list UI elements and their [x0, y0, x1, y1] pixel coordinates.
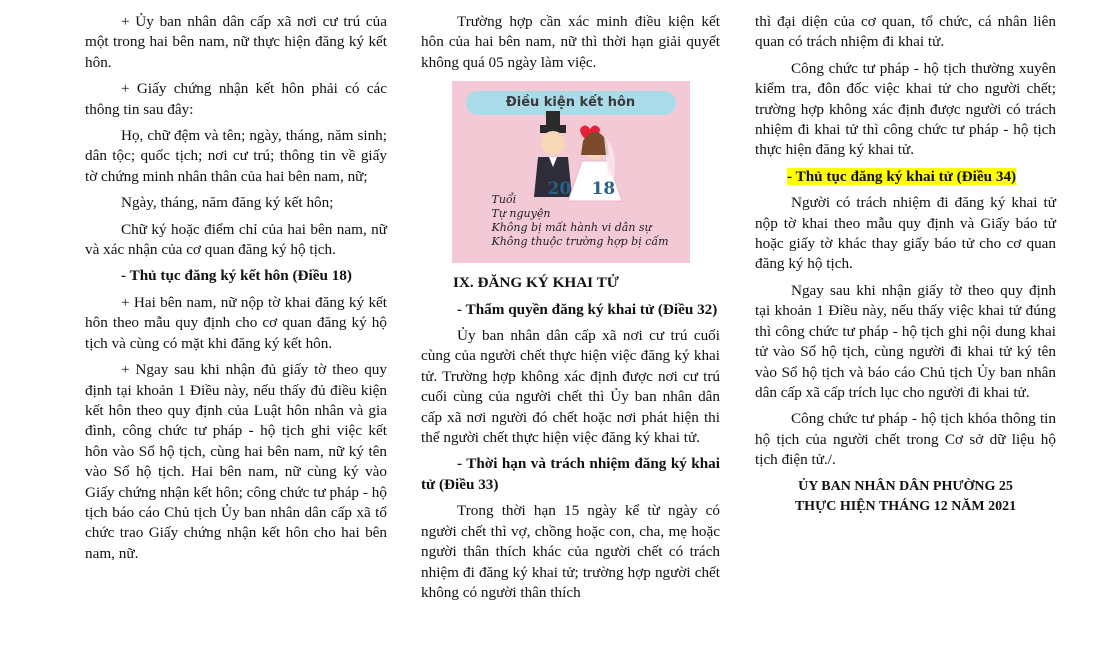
- column-1: [85, 12, 387, 570]
- age-male: 20: [547, 179, 572, 200]
- section-heading: - Thủ tục đăng ký kết hôn (Điều 18): [121, 267, 352, 285]
- column-3: [755, 12, 1056, 523]
- paragraph: Ngày, tháng, năm đăng ký kết hôn;: [121, 194, 334, 212]
- image-text: Tự nguyện: [491, 207, 551, 221]
- age-female: 18: [591, 179, 616, 200]
- paragraph: Công chức tư pháp - hộ tịch khóa thông tin hộ tịch của người chết trong Cơ sở dữ liệu hộ tịch điện tử./.: [755, 410, 1056, 469]
- footer-line: THỰC HIỆN THÁNG 12 NĂM 2021: [794, 498, 1017, 514]
- image-banner: Điều kiện kết hôn: [466, 91, 676, 115]
- section-title: IX. ĐĂNG KÝ KHAI TỬ: [453, 274, 619, 292]
- highlighted-heading: - Thủ tục đăng ký khai tử (Điều 34): [787, 167, 1017, 185]
- paragraph: Công chức tư pháp - hộ tịch thường xuyên kiểm tra, đôn đốc việc khai tử cho người chết; trường hợp không xác định được người có trách nhiệm đi khai tử thì công chức tư pháp - hộ tịch thực hiện đăng ký khai tử.: [755, 59, 1056, 159]
- paragraph: Ngay sau khi nhận giấy tờ theo quy định tại khoản 1 Điều này, nếu thấy việc khai tử đúng thì công chức tư pháp - hộ tịch ghi nội dung khai tử vào Sổ hộ tịch, cùng người đi khai tử ký tên vào Sổ hộ tịch và báo cáo Chủ tịch Ủy ban nhân dân cấp xã cấp trích lục cho người đi khai tử.: [755, 281, 1056, 401]
- image-text: Tuổi: [491, 193, 517, 207]
- paragraph: + Hai bên nam, nữ nộp tờ khai đăng ký kết hôn theo mẫu quy định cho cơ quan đăng ký hộ tịch và cùng có mặt khi đăng ký kết hôn.: [85, 293, 387, 352]
- section-heading: - Thẩm quyền đăng ký khai tử (Điều 32): [457, 300, 718, 318]
- marriage-conditions-image: [452, 81, 690, 263]
- column-2: [421, 12, 720, 609]
- paragraph: Họ, chữ đệm và tên; ngày, tháng, năm sinh; dân tộc; quốc tịch; nơi cư trú; thông tin về giấy tờ chứng minh nhân thân của hai bên nam, nữ;: [85, 127, 387, 185]
- footer-line: ỦY BAN NHÂN DÂN PHƯỜNG 25: [798, 478, 1013, 494]
- paragraph: Trường hợp cần xác minh điều kiện kết hôn của hai bên nam, nữ thì thời hạn giải quyết không quá 05 ngày làm việc.: [421, 13, 720, 71]
- section-heading: - Thời hạn và trách nhiệm đăng ký khai tử (Điều 33): [421, 455, 720, 493]
- paragraph: thì đại diện của cơ quan, tổ chức, cá nhân liên quan có trách nhiệm đi khai tử.: [755, 13, 1056, 51]
- paragraph: Ủy ban nhân dân cấp xã nơi cư trú cuối cùng của người chết thực hiện việc đăng ký khai tử. Trường hợp không xác định được nơi cư trú cuối cùng của người chết thì Ủy ban nhân dân cấp xã nơi người đó chết hoặc nơi phát hiện thi thể người chết thực hiện việc đăng ký khai tử.: [421, 327, 720, 447]
- paragraph: + Ngay sau khi nhận đủ giấy tờ theo quy định tại khoản 1 Điều này, nếu thấy đủ điều kiện kết hôn theo quy định của Luật hôn nhân và gia đình, công chức tư pháp - hộ tịch ghi việc kết hôn vào Sổ hộ tịch, cùng hai bên nam, nữ ký tên vào Sổ hộ tịch. Hai bên nam, nữ cùng ký vào Giấy chứng nhận kết hôn; công chức tư pháp - hộ tịch báo cáo Chủ tịch Ủy ban nhân dân cấp xã tổ chức trao Giấy chứng nhận kết hôn cho hai bên nam, nữ.: [85, 361, 387, 562]
- paragraph: Người có trách nhiệm đi đăng ký khai tử nộp tờ khai theo mẫu quy định và Giấy báo tử hoặc giấy tờ khác thay giấy báo tử cho cơ quan đăng ký hộ tịch.: [755, 194, 1056, 273]
- paragraph: + Giấy chứng nhận kết hôn phải có các thông tin sau đây:: [85, 80, 387, 118]
- image-text: Không bị mất hành vi dân sự: [491, 221, 652, 235]
- image-text: Không thuộc trường hợp bị cấm: [491, 235, 669, 249]
- paragraph: + Ủy ban nhân dân cấp xã nơi cư trú của một trong hai bên nam, nữ thực hiện đăng ký kết hôn.: [85, 13, 387, 71]
- paragraph: Chữ ký hoặc điểm chỉ của hai bên nam, nữ và xác nhận của cơ quan đăng ký hộ tịch.: [85, 220, 387, 259]
- paragraph: Trong thời hạn 15 ngày kể từ ngày có người chết thì vợ, chồng hoặc con, cha, mẹ hoặc người thân thích khác của người chết có trách nhiệm đi đăng ký khai tử; trường hợp người chết không có người thân thích: [421, 502, 720, 601]
